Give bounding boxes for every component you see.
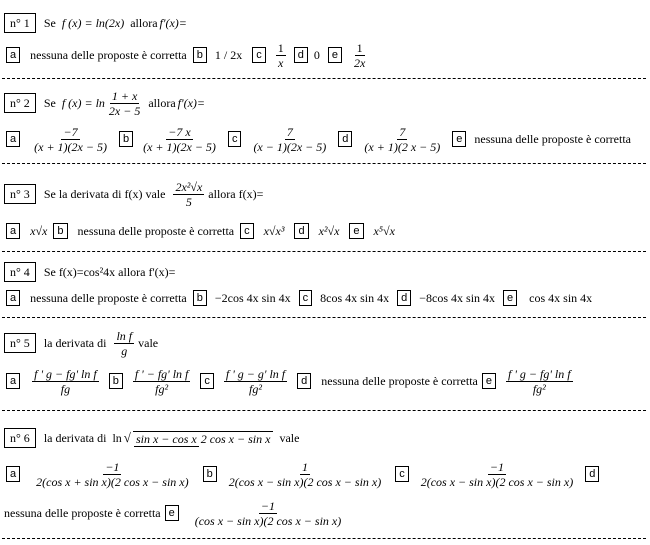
q4-option-d[interactable]: d (397, 290, 411, 306)
q2-option-c[interactable]: c (228, 131, 242, 147)
q5-answer-c: $\frac{\text{f ' g − g' ln f}}{\text{fg²}}$ (225, 366, 286, 396)
q3-option-e[interactable]: e (349, 223, 363, 239)
q3-option-c[interactable]: c (240, 223, 254, 239)
q2-option-b[interactable]: b (119, 131, 133, 147)
q3-option-b[interactable]: b (53, 223, 67, 239)
q5-answer-a: $\frac{\text{f ' g − fg' ln f}}{fg}$ (34, 366, 97, 396)
separator (2, 251, 646, 252)
q1-option-d[interactable]: d (294, 47, 308, 63)
q5-option-b[interactable]: b (109, 373, 123, 389)
q3-answer-c: x√x³ (263, 223, 285, 238)
q2-stem-function: f (x) = ln (61, 95, 105, 110)
q5-option-c[interactable]: c (200, 373, 214, 389)
q2-option-d[interactable]: d (338, 131, 352, 147)
q1-options (6, 40, 369, 70)
q1-number: n° 1 (4, 13, 36, 33)
q6-option-c[interactable]: c (395, 466, 409, 482)
q1-stem-allora: allora (130, 15, 158, 30)
q6-answer-e: $\frac{-1}{\text{(cos x − sin x)(2 cos x − sin x)}}$ (194, 498, 342, 528)
q4-option-c[interactable]: c (299, 290, 313, 306)
q5-option-d[interactable]: d (297, 373, 311, 389)
q2-stem-fraction: $\frac{1 + x}{2x - 5}$ (108, 88, 141, 118)
separator (2, 538, 646, 539)
q6-stem-fraction: sin x − cos x 2 cos x − sin x (133, 431, 274, 446)
q1-answer-c: $\frac{1}{x}$ (277, 40, 284, 70)
separator (2, 163, 646, 164)
q4-stem: Se f(x)=cos²4x allora f'(x)= (43, 264, 176, 279)
q1-answer-d: 0 (313, 47, 320, 62)
q6-option-e[interactable]: e (165, 505, 179, 521)
separator (2, 78, 646, 79)
q3-answer-a: x√x (30, 223, 48, 238)
q2-option-e[interactable]: e (452, 131, 466, 147)
q2-answer-b: $\frac{-7 x}{(x + 1)(2x - 5)}$ (143, 124, 216, 154)
q6-options-row1 (6, 458, 599, 490)
q3-stem-fraction: $\frac{\text{2x²√x}}{5}$ (175, 179, 203, 209)
q4-answer-a: nessuna delle proposte è corretta (30, 290, 187, 305)
q6-stem-ln: ln (112, 430, 122, 445)
q2-answer-d: $\frac{7}{(x + 1)(2 x - 5)}$ (364, 124, 441, 154)
separator (2, 410, 646, 411)
q2-stem-derivative: f'(x)= (177, 95, 205, 110)
q1-stem-derivative: f'(x)= (159, 15, 187, 30)
q5-options (6, 364, 575, 398)
q4-answer-d: −8cos 4x sin 4x (419, 290, 496, 305)
q3-answer-b: nessuna delle proposte è corretta (77, 223, 235, 238)
q3-number: n° 3 (4, 184, 36, 204)
q1-option-b[interactable]: b (193, 47, 207, 63)
q3-option-a[interactable]: a (6, 223, 20, 239)
q2-number: n° 2 (4, 93, 36, 113)
q6-option-d[interactable]: d (585, 466, 599, 482)
q6-header (4, 420, 299, 456)
q5-stem-text: la derivata di (43, 335, 107, 350)
q4-option-e[interactable]: e (503, 290, 517, 306)
radical-icon: √ (123, 430, 131, 445)
q4-option-a[interactable]: a (6, 290, 20, 306)
q3-stem-allora: allora f(x)= (208, 186, 264, 201)
q1-header (4, 13, 187, 33)
q2-answer-e: nessuna delle proposte è corretta (474, 131, 631, 146)
q4-header (4, 262, 175, 282)
q5-stem-vale: vale (138, 335, 159, 350)
q6-answer-c: $\frac{-1}{\text{2(cos x − sin x)(2 cos x − sin x)}}$ (420, 459, 574, 489)
q5-header (4, 326, 158, 360)
q5-option-a[interactable]: a (6, 373, 20, 389)
q2-answer-a: $\frac{-7}{(x + 1)(2x - 5)}$ (34, 124, 107, 154)
q1-option-a[interactable]: a (6, 47, 20, 63)
q1-option-e[interactable]: e (328, 47, 342, 63)
q6-answer-b: $\frac{1}{\text{2(cos x − sin x)(2 cos x − sin x)}}$ (228, 459, 382, 489)
q6-answer-d: nessuna delle proposte è corretta (4, 505, 161, 520)
q3-answer-e: x⁵√x (373, 223, 395, 238)
q5-stem-fraction: $\frac{\text{ln f}}{g}$ (116, 328, 133, 358)
q3-options (6, 221, 395, 241)
q1-answer-b: 1 / 2x (214, 47, 243, 62)
q3-header (4, 174, 263, 214)
q6-answer-a: $\frac{-1}{\text{2(cos x + sin x)(2 cos x − sin x)}}$ (36, 459, 189, 489)
q4-answer-e: cos 4x sin 4x (529, 290, 593, 305)
q4-answer-c: 8cos 4x sin 4x (320, 290, 390, 305)
q2-options (6, 123, 631, 155)
q5-answer-d: nessuna delle proposte è corretta (321, 373, 478, 388)
q2-stem-se: Se (43, 95, 56, 110)
q5-answer-b: $\frac{\text{f ' − fg' ln f}}{\text{fg²}}$ (134, 366, 189, 396)
q2-header (4, 88, 205, 118)
q4-options (6, 289, 592, 307)
q3-stem-text: Se la derivata di f(x) vale (43, 186, 166, 201)
q6-option-a[interactable]: a (6, 466, 20, 482)
q1-stem-se: Se (43, 15, 56, 30)
q4-number: n° 4 (4, 262, 36, 282)
q6-stem-text: la derivata di (43, 430, 107, 445)
q6-number: n° 6 (4, 428, 36, 448)
q4-answer-b: −2cos 4x sin 4x (214, 290, 291, 305)
q1-answer-e: $\frac{1}{2x}$ (353, 40, 366, 70)
q2-option-a[interactable]: a (6, 131, 20, 147)
q3-answer-d: x²√x (318, 223, 340, 238)
q1-option-c[interactable]: c (252, 47, 266, 63)
q2-stem-allora: allora (148, 95, 176, 110)
q4-option-b[interactable]: b (193, 290, 207, 306)
q1-stem-function: f (x) = ln(2x) (61, 15, 125, 30)
q1-answer-a: nessuna delle proposte è corretta (30, 47, 187, 62)
q6-stem-vale: vale (279, 430, 300, 445)
q5-answer-e: $\frac{\text{f ' g − fg' ln f}}{\text{fg²}}$ (508, 366, 571, 396)
separator (2, 317, 646, 318)
q6-option-b[interactable]: b (203, 466, 217, 482)
q2-answer-c: $\frac{7}{(x - 1)(2x - 5)}$ (253, 124, 327, 154)
q6-options-row2 (4, 497, 345, 529)
q3-option-d[interactable]: d (294, 223, 308, 239)
q5-number: n° 5 (4, 333, 36, 353)
q5-option-e[interactable]: e (482, 373, 496, 389)
